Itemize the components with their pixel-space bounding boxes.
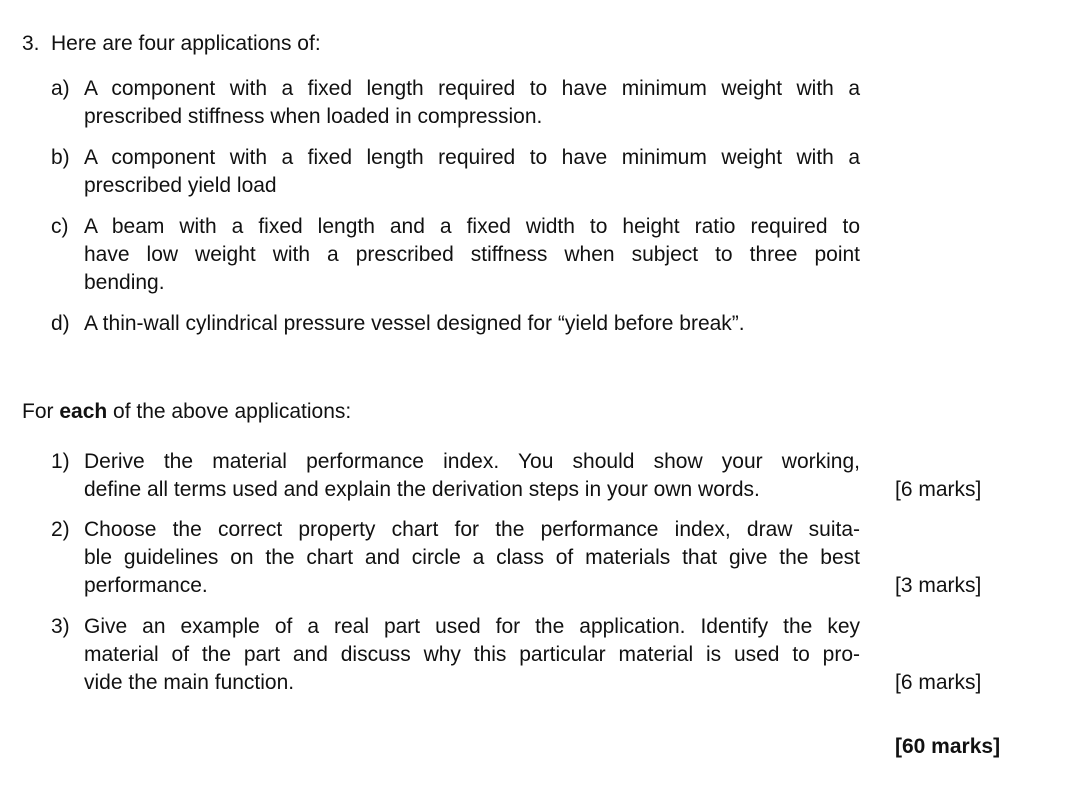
application-text-line: bending. bbox=[84, 271, 165, 294]
application-text-line: A component with a fixed length required to have minimum weight with a bbox=[84, 77, 860, 100]
application-label: d) bbox=[51, 312, 70, 335]
task-text-line: vide the main function. bbox=[84, 671, 295, 694]
task-label: 1) bbox=[51, 450, 70, 473]
task-marks: [6 marks] bbox=[895, 478, 982, 501]
task-marks: [6 marks] bbox=[895, 671, 982, 694]
total-marks: [60 marks] bbox=[895, 735, 1001, 758]
task-text-line: ble guidelines on the chart and circle a class of materials that give the best bbox=[84, 546, 860, 569]
question-intro: Here are four applications of: bbox=[51, 32, 321, 55]
application-label: b) bbox=[51, 146, 70, 169]
question-number: 3. bbox=[22, 32, 40, 55]
application-text-line: prescribed stiffness when loaded in compression. bbox=[84, 105, 543, 128]
task-text-line: material of the part and discuss why this particular material is used to pro- bbox=[84, 643, 860, 666]
application-label: c) bbox=[51, 215, 69, 238]
for-each-bold: each bbox=[59, 400, 108, 423]
task-text-line: performance. bbox=[84, 574, 208, 597]
application-label: a) bbox=[51, 77, 70, 100]
for-each-instruction bbox=[22, 400, 351, 424]
task-label: 3) bbox=[51, 615, 70, 638]
task-label: 2) bbox=[51, 518, 70, 541]
task-text-line: Choose the correct property chart for the performance index, draw suita- bbox=[84, 518, 860, 541]
application-text-line: prescribed yield load bbox=[84, 174, 277, 197]
for-each-prefix: For bbox=[22, 400, 60, 423]
application-text-line: have low weight with a prescribed stiffness when subject to three point bbox=[84, 243, 860, 266]
application-text-line: A thin-wall cylindrical pressure vessel designed for “yield before break”. bbox=[84, 312, 745, 335]
for-each-suffix: of the above applications: bbox=[107, 400, 352, 423]
application-text-line: A component with a fixed length required to have minimum weight with a bbox=[84, 146, 860, 169]
task-text-line: Give an example of a real part used for the application. Identify the key bbox=[84, 615, 860, 638]
application-text-line: A beam with a fixed length and a fixed width to height ratio required to bbox=[84, 215, 860, 238]
task-text-line: Derive the material performance index. You should show your working, bbox=[84, 450, 860, 473]
task-marks: [3 marks] bbox=[895, 574, 982, 597]
task-text-line: define all terms used and explain the derivation steps in your own words. bbox=[84, 478, 760, 501]
